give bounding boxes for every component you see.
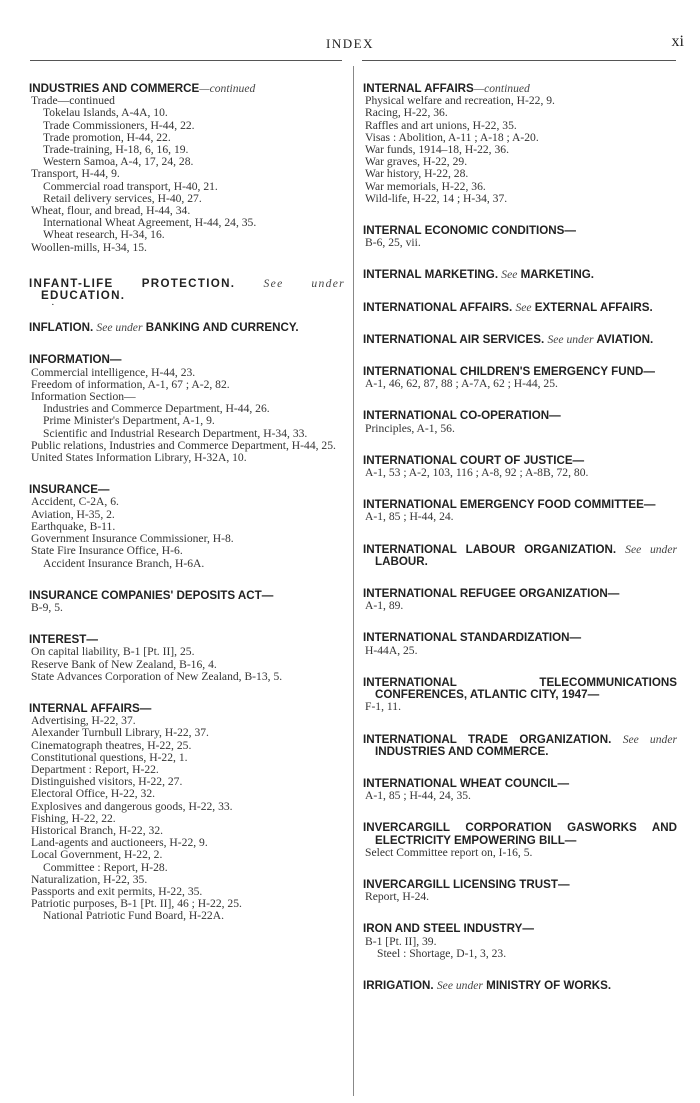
- see-reference: See under: [263, 276, 345, 290]
- entry-heading: INTERNATIONAL STANDARDIZATION—: [363, 631, 582, 645]
- subentry: Government Insurance Commissioner, H-8.: [31, 532, 234, 546]
- entry-heading: [363, 269, 677, 281]
- subentry: A-1, 53 ; A-2, 103, 116 ; A-8, 92 ; A-8B, 72, 80.: [365, 466, 589, 480]
- subentry: State Fire Insurance Office, H-6.: [31, 544, 183, 558]
- subentry: Raffles and art unions, H-22, 35.: [365, 118, 517, 132]
- subentry: B-9, 5.: [31, 600, 63, 614]
- subentry: H-44A, 25.: [365, 643, 418, 657]
- heading-text: INTERNATIONAL TRADE ORGANIZATION.: [363, 732, 612, 746]
- stray-mark: ·: [51, 299, 55, 312]
- entry-heading: INTERNATIONAL REFUGEE ORGANIZATION—: [363, 587, 620, 601]
- index-entry: [29, 83, 345, 254]
- index-entry: [363, 734, 677, 758]
- see-reference: See under: [436, 978, 483, 992]
- reference-target: EDUCATION.: [41, 289, 126, 303]
- index-entry: [29, 484, 345, 569]
- subentry: Aviation, H-35, 2.: [31, 507, 115, 521]
- subentry: Committee : Report, H-28.: [43, 860, 168, 874]
- subentry: Cinematograph theatres, H-22, 25.: [31, 738, 192, 752]
- subentry: On capital liability, B-1 [Pt. II], 25.: [31, 645, 195, 659]
- see-reference: See under: [96, 321, 143, 335]
- entry-heading: INTERNATIONAL WHEAT COUNCIL—: [363, 776, 570, 790]
- heading-text: INDUSTRIES AND COMMERCE: [29, 82, 200, 95]
- heading-text: INFANT-LIFE PROTECTION.: [29, 276, 236, 290]
- index-entry: [363, 410, 677, 434]
- subentry: Advertising, H-22, 37.: [31, 714, 136, 728]
- index-entry: [363, 334, 677, 346]
- entry-heading: INVERCARGILL LICENSING TRUST—: [363, 877, 570, 891]
- subentry: A-1, 85 ; H-44, 24.: [365, 510, 454, 524]
- reference-target: AVIATION.: [596, 332, 654, 346]
- entry-heading: INTERNAL ECONOMIC CONDITIONS—: [363, 224, 576, 238]
- entry-heading: [363, 734, 677, 758]
- heading-text: INFLATION.: [29, 321, 94, 335]
- subentry: Accident Insurance Branch, H-6A.: [43, 556, 205, 570]
- reference-target: LABOUR.: [375, 554, 428, 568]
- subentry: A-1, 89.: [365, 599, 404, 613]
- index-entry: [363, 302, 677, 314]
- index-entry: [29, 322, 345, 334]
- heading-text: INTERNAL MARKETING.: [363, 268, 499, 282]
- subentry: Retail delivery services, H-40, 27.: [43, 191, 202, 205]
- subentry: War memorials, H-22, 36.: [365, 179, 486, 193]
- entry-heading: INTERNAL AFFAIRS—: [29, 701, 152, 715]
- heading-text: INTERNATIONAL AFFAIRS.: [363, 300, 513, 314]
- subentry: War history, H-22, 28.: [365, 167, 469, 181]
- index-entry: [29, 634, 345, 683]
- see-reference: See under: [622, 732, 677, 746]
- subentry: Naturalization, H-22, 35.: [31, 872, 148, 886]
- subentry: Reserve Bank of New Zealand, B-16, 4.: [31, 657, 217, 671]
- subentry: Information Section—: [31, 390, 136, 404]
- index-entry: [363, 225, 677, 249]
- subentry: Principles, A-1, 56.: [365, 421, 455, 435]
- entry-heading: INTERNATIONAL CHILDREN'S EMERGENCY FUND—: [363, 365, 655, 379]
- subentry: A-1, 46, 62, 87, 88 ; A-7A, 62 ; H-44, 25.: [365, 377, 558, 391]
- index-entry: [363, 366, 677, 390]
- index-entry: [363, 879, 677, 903]
- subentry: A-1, 85 ; H-44, 24, 35.: [365, 789, 471, 803]
- subentry: Tokelau Islands, A-4A, 10.: [43, 106, 168, 120]
- reference-target: MARKETING.: [520, 268, 595, 282]
- index-entry: [363, 677, 677, 714]
- page-title: INDEX: [326, 36, 374, 51]
- entry-heading: [363, 302, 677, 314]
- index-entry: [29, 590, 345, 614]
- see-reference: See under: [625, 542, 677, 556]
- subentry: Wheat, flour, and bread, H-44, 34.: [31, 204, 191, 218]
- subentry: Commercial intelligence, H-44, 23.: [31, 365, 196, 379]
- header-rule-left: [30, 60, 342, 61]
- subentry: Local Government, H-22, 2.: [31, 848, 163, 862]
- subentry: Land-agents and auctioneers, H-22, 9.: [31, 836, 208, 850]
- entry-heading: INSURANCE—: [29, 483, 110, 497]
- reference-target: BANKING AND CURRENCY.: [145, 321, 299, 335]
- subentry: Distinguished visitors, H-22, 27.: [31, 775, 183, 789]
- reference-target: MINISTRY OF WORKS.: [486, 978, 612, 992]
- subentry: War funds, 1914–18, H-22, 36.: [365, 143, 509, 157]
- subentry: War graves, H-22, 29.: [365, 155, 468, 169]
- heading-text: IRRIGATION.: [363, 978, 434, 992]
- index-entry: [29, 276, 345, 312]
- index-entry: [363, 499, 677, 523]
- subentry: Wild-life, H-22, 14 ; H-34, 37.: [365, 191, 508, 205]
- header-rule-right: [362, 60, 676, 61]
- reference-target: EXTERNAL AFFAIRS.: [534, 300, 653, 314]
- subentry: Commercial road transport, H-40, 21.: [43, 179, 218, 193]
- entry-heading: [29, 278, 345, 302]
- entry-heading: INVERCARGILL CORPORATION GASWORKS AND ELECTRICITY EMPOWERING BILL—: [363, 821, 677, 847]
- subentry: F-1, 11.: [365, 700, 401, 714]
- subentry: Department : Report, H-22.: [31, 762, 159, 776]
- index-entry: [363, 778, 677, 802]
- entry-heading: [363, 980, 677, 992]
- reference-target: INDUSTRIES AND COMMERCE.: [375, 744, 549, 758]
- heading-text: INTERNAL AFFAIRS: [363, 82, 474, 95]
- subentry: Report, H-24.: [365, 890, 430, 904]
- index-entry: [29, 703, 345, 923]
- entry-heading: INTERNATIONAL COURT OF JUSTICE—: [363, 453, 585, 467]
- subentry: Transport, H-44, 9.: [31, 167, 120, 181]
- subentry: Select Committee report on, I-16, 5.: [365, 845, 533, 859]
- subentry: Scientific and Industrial Research Department, H-34, 33.: [43, 426, 308, 440]
- subentry: Racing, H-22, 36.: [365, 106, 448, 120]
- subentry: B-6, 25, vii.: [365, 236, 421, 250]
- continued-note: —continued: [473, 82, 530, 95]
- subentry: United States Information Library, H-32A, 10.: [31, 451, 247, 465]
- subentry: Constitutional questions, H-22, 1.: [31, 750, 188, 764]
- entry-heading: [363, 334, 677, 346]
- subentry: State Advances Corporation of New Zealand, B-13, 5.: [31, 669, 283, 683]
- subentry: Patriotic purposes, B-1 [Pt. II], 46 ; H-22, 25.: [31, 897, 242, 911]
- see-reference: See: [515, 300, 532, 314]
- subentry: Prime Minister's Department, A-1, 9.: [43, 414, 215, 428]
- subentry: Fishing, H-22, 22.: [31, 811, 116, 825]
- entry-heading: [363, 544, 677, 568]
- subentry: Trade—continued: [31, 94, 115, 108]
- page-header: [0, 0, 700, 60]
- subentry: Earthquake, B-11.: [31, 519, 116, 533]
- subentry: National Patriotic Fund Board, H-22A.: [43, 909, 224, 923]
- subentry: Steel : Shortage, D-1, 3, 23.: [377, 946, 507, 960]
- subentry: Trade Commissioners, H-44, 22.: [43, 118, 195, 132]
- left-column: [29, 83, 345, 943]
- subentry: B-1 [Pt. II], 39.: [365, 934, 437, 948]
- continued-note: —continued: [199, 82, 256, 95]
- subentry: Freedom of information, A-1, 67 ; A-2, 82.: [31, 377, 230, 391]
- subentry: Trade-training, H-18, 6, 16, 19.: [43, 143, 189, 157]
- page-number: xi: [671, 33, 684, 50]
- index-entry: [363, 980, 677, 992]
- index-entry: [363, 455, 677, 479]
- subentry: Visas : Abolition, A-11 ; A-18 ; A-20.: [365, 130, 539, 144]
- subentry: Wheat research, H-34, 16.: [43, 228, 165, 242]
- subentry: Accident, C-2A, 6.: [31, 495, 119, 509]
- subentry: Electoral Office, H-22, 32.: [31, 787, 156, 801]
- index-entry: [363, 83, 677, 205]
- index-entry: [363, 822, 677, 859]
- entry-heading: INTERNATIONAL TELECOMMUNICATIONS CONFERENCES, ATLANTIC CITY, 1947—: [363, 675, 677, 702]
- entry-heading: [29, 322, 345, 334]
- subentry: Historical Branch, H-22, 32.: [31, 823, 164, 837]
- index-entry: [363, 544, 677, 568]
- subentry: International Wheat Agreement, H-44, 24, 35.: [43, 216, 257, 230]
- index-entry: [363, 923, 677, 960]
- right-column: [363, 83, 677, 1012]
- subentry: Passports and exit permits, H-22, 35.: [31, 884, 203, 898]
- see-reference: See under: [547, 332, 594, 346]
- heading-text: INTERNATIONAL AIR SERVICES.: [363, 332, 545, 346]
- subentry: Explosives and dangerous goods, H-22, 33.: [31, 799, 233, 813]
- subentry: Industries and Commerce Department, H-44, 26.: [43, 402, 270, 416]
- subentry: Alexander Turnbull Library, H-22, 37.: [31, 726, 209, 740]
- index-entry: [29, 354, 345, 464]
- subentry: Physical welfare and recreation, H-22, 9.: [365, 94, 555, 108]
- index-entry: [363, 632, 677, 656]
- subentry: Woollen-mills, H-34, 15.: [31, 240, 147, 254]
- entry-heading: IRON AND STEEL INDUSTRY—: [363, 922, 534, 936]
- index-entry: [363, 269, 677, 281]
- index-entry: [363, 588, 677, 612]
- entry-heading: INFORMATION—: [29, 353, 122, 367]
- subentry: Trade promotion, H-44, 22.: [43, 130, 171, 144]
- column-divider: [353, 66, 354, 1096]
- entry-heading: INSURANCE COMPANIES' DEPOSITS ACT—: [29, 588, 274, 602]
- entry-heading: INTERNATIONAL EMERGENCY FOOD COMMITTEE—: [363, 498, 656, 512]
- subentry: Western Samoa, A-4, 17, 24, 28.: [43, 155, 194, 169]
- heading-text: INTERNATIONAL LABOUR ORGANIZATION.: [363, 542, 617, 556]
- see-reference: See: [501, 268, 518, 282]
- entry-heading: INTEREST—: [29, 633, 98, 647]
- entry-heading: INTERNATIONAL CO-OPERATION—: [363, 409, 561, 423]
- subentry: Public relations, Industries and Commerce Department, H-44, 25.: [31, 438, 336, 452]
